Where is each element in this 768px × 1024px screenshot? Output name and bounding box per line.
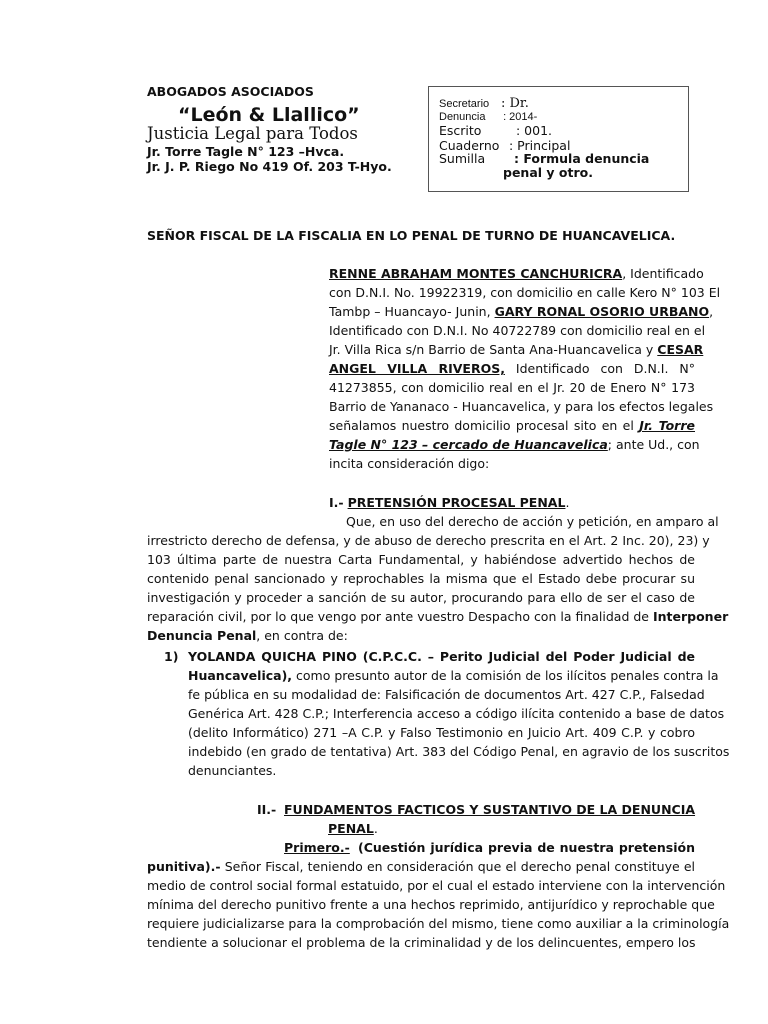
- intro-text: , Identificado: [622, 266, 704, 281]
- subsection-heading: (Cuestión jurídica previa de nuestra pretensión: [358, 840, 695, 855]
- section-number: I.-: [329, 495, 344, 510]
- sumilla-value-2: penal y otro.: [503, 165, 593, 180]
- salutation: SEÑOR FISCAL DE LA FISCALIA EN LO PENAL DE TURNO DE HUANCAVELICA.: [147, 228, 676, 243]
- intro-line: con D.N.I. No. 19922319, con domicilio en calle Kero N° 103 El: [329, 285, 721, 300]
- intro-line: incita consideración digo:: [329, 456, 490, 471]
- body-line: fe pública en su modalidad de: Falsificación de documentos Art. 427 C.P., Falsedad: [188, 687, 705, 702]
- section-title-cont: PENAL: [328, 821, 374, 836]
- escrito-value: : 001.: [515, 123, 553, 138]
- denuncia-value: : 2014-: [503, 111, 538, 123]
- firm-label: ABOGADOS ASOCIADOS: [147, 84, 314, 99]
- firm-address-2: Jr. J. P. Riego No 419 Of. 203 T-Hyo.: [147, 159, 392, 174]
- complainant-3-cont: ANGEL VILLA RIVEROS,: [329, 361, 505, 376]
- section-number: II.-: [257, 802, 277, 817]
- body-text: reparación civil, por lo que vengo por ante vuestro Despacho con la finalidad de: [147, 609, 649, 624]
- intro-line: 41273855, con domicilio real en el Jr. 20 de Enero N° 173: [329, 380, 695, 395]
- cuaderno-label: Cuaderno: [439, 138, 500, 153]
- firm-address-1: Jr. Torre Tagle N° 123 –Hvca.: [147, 144, 345, 159]
- section-end: .: [565, 495, 570, 510]
- body-line: indebido (en grado de tentativa) Art. 383 del Código Penal, en agravio de los suscritos: [188, 744, 730, 759]
- body-line: mínima del derecho punitivo frente a una hechos reprimido, antijurídico y reprochable que: [147, 897, 715, 912]
- body-line: contenido penal sancionado y reprochables la misma que el Estado debe procurar su: [147, 571, 695, 586]
- body-text: Señor Fiscal, teniendo en consideración que el derecho penal constituye el: [224, 859, 695, 874]
- firm-name: “León & Llallico”: [178, 104, 360, 126]
- intro-line: Barrio de Yananaco - Huancavelica, y para los efectos legales: [329, 399, 714, 414]
- intro-text: ; ante Ud., con: [607, 437, 700, 452]
- section-title: PRETENSIÓN PROCESAL PENAL: [347, 495, 566, 510]
- procedural-address-cont: Tagle N° 123 – cercado de Huancavelica: [329, 437, 608, 452]
- secretario-value: : Dr.: [500, 96, 529, 111]
- accused-name: YOLANDA QUICHA PINO (C.P.C.C. – Perito Judicial del Poder Judicial de: [188, 649, 695, 664]
- escrito-label: Escrito: [439, 123, 482, 138]
- body-bold: Interponer: [652, 609, 729, 624]
- complainant-1: RENNE ABRAHAM MONTES CANCHURICRA: [329, 266, 623, 281]
- body-line: medio de control social formal estatuido, por el cual el estado interviene con la intervención: [147, 878, 726, 893]
- intro-text: Tambp – Huancayo- Junin,: [329, 304, 491, 319]
- sumilla-value: : Formula denuncia: [513, 151, 650, 166]
- subsection-heading-cont: punitiva).-: [147, 859, 221, 874]
- intro-text: señalamos nuestro domicilio procesal sito en el: [329, 418, 634, 433]
- section-1-heading: [329, 495, 569, 510]
- body-line: requiere judicializarse para la comprobación del mismo, tiene como auxiliar a la criminología: [147, 916, 730, 931]
- procedural-address: Jr. Torre: [639, 418, 695, 433]
- body-text: como presunto autor de la comisión de los ilícitos penales contra la: [296, 668, 719, 683]
- body-line: Genérica Art. 428 C.P.; Interferencia acceso a código ilícita contenido a base de datos: [188, 706, 725, 721]
- intro-text: Jr. Villa Rica s/n Barrio de Santa Ana-Huancavelica y: [329, 342, 654, 357]
- accused-name-cont: Huancavelica),: [188, 668, 293, 683]
- section-title: FUNDAMENTOS FACTICOS Y SUSTANTIVO DE LA DENUNCIA: [284, 802, 696, 817]
- body-line: Que, en uso del derecho de acción y petición, en amparo al: [346, 514, 719, 529]
- intro-text: Identificado con D.N.I. N°: [515, 361, 695, 376]
- denuncia-label: Denuncia: [439, 111, 486, 123]
- body-line: irrestricto derecho de defensa, y de abuso de derecho prescrita en el Art. 2 Inc. 20), 23) y: [147, 533, 710, 548]
- complainant-3: CESAR: [657, 342, 704, 357]
- sumilla-label: Sumilla: [439, 151, 486, 166]
- secretario-label: Secretario: [439, 98, 490, 110]
- cuaderno-value: : Principal: [508, 138, 571, 153]
- body-line: investigación y proceder a sanción de su autor, procurando para ello de ser el caso de: [147, 590, 695, 605]
- body-line: tendiente a solucionar el problema de la criminalidad y de los delincuentes, empero los: [147, 935, 696, 950]
- case-info-box: [428, 86, 689, 192]
- list-number: 1): [164, 649, 179, 664]
- firm-tagline: Justicia Legal para Todos: [147, 124, 358, 143]
- body-line: denunciantes.: [188, 763, 277, 778]
- intro-text: ,: [709, 304, 714, 319]
- body-text: , en contra de:: [256, 628, 348, 643]
- body-line: (delito Informático) 271 –A C.P. y Falso Testimonio en Juicio Art. 409 C.P. y cobro: [188, 725, 695, 740]
- section-end: .: [373, 821, 378, 836]
- body-bold: Denuncia Penal: [147, 628, 257, 643]
- subsection-label: Primero.-: [284, 840, 350, 855]
- intro-line: Identificado con D.N.I. No 40722789 con domicilio real en el: [329, 323, 706, 338]
- complainant-2: GARY RONAL OSORIO URBANO: [494, 304, 710, 319]
- body-line: 103 última parte de nuestra Carta Fundamental, y habiéndose advertido hechos de: [147, 552, 695, 567]
